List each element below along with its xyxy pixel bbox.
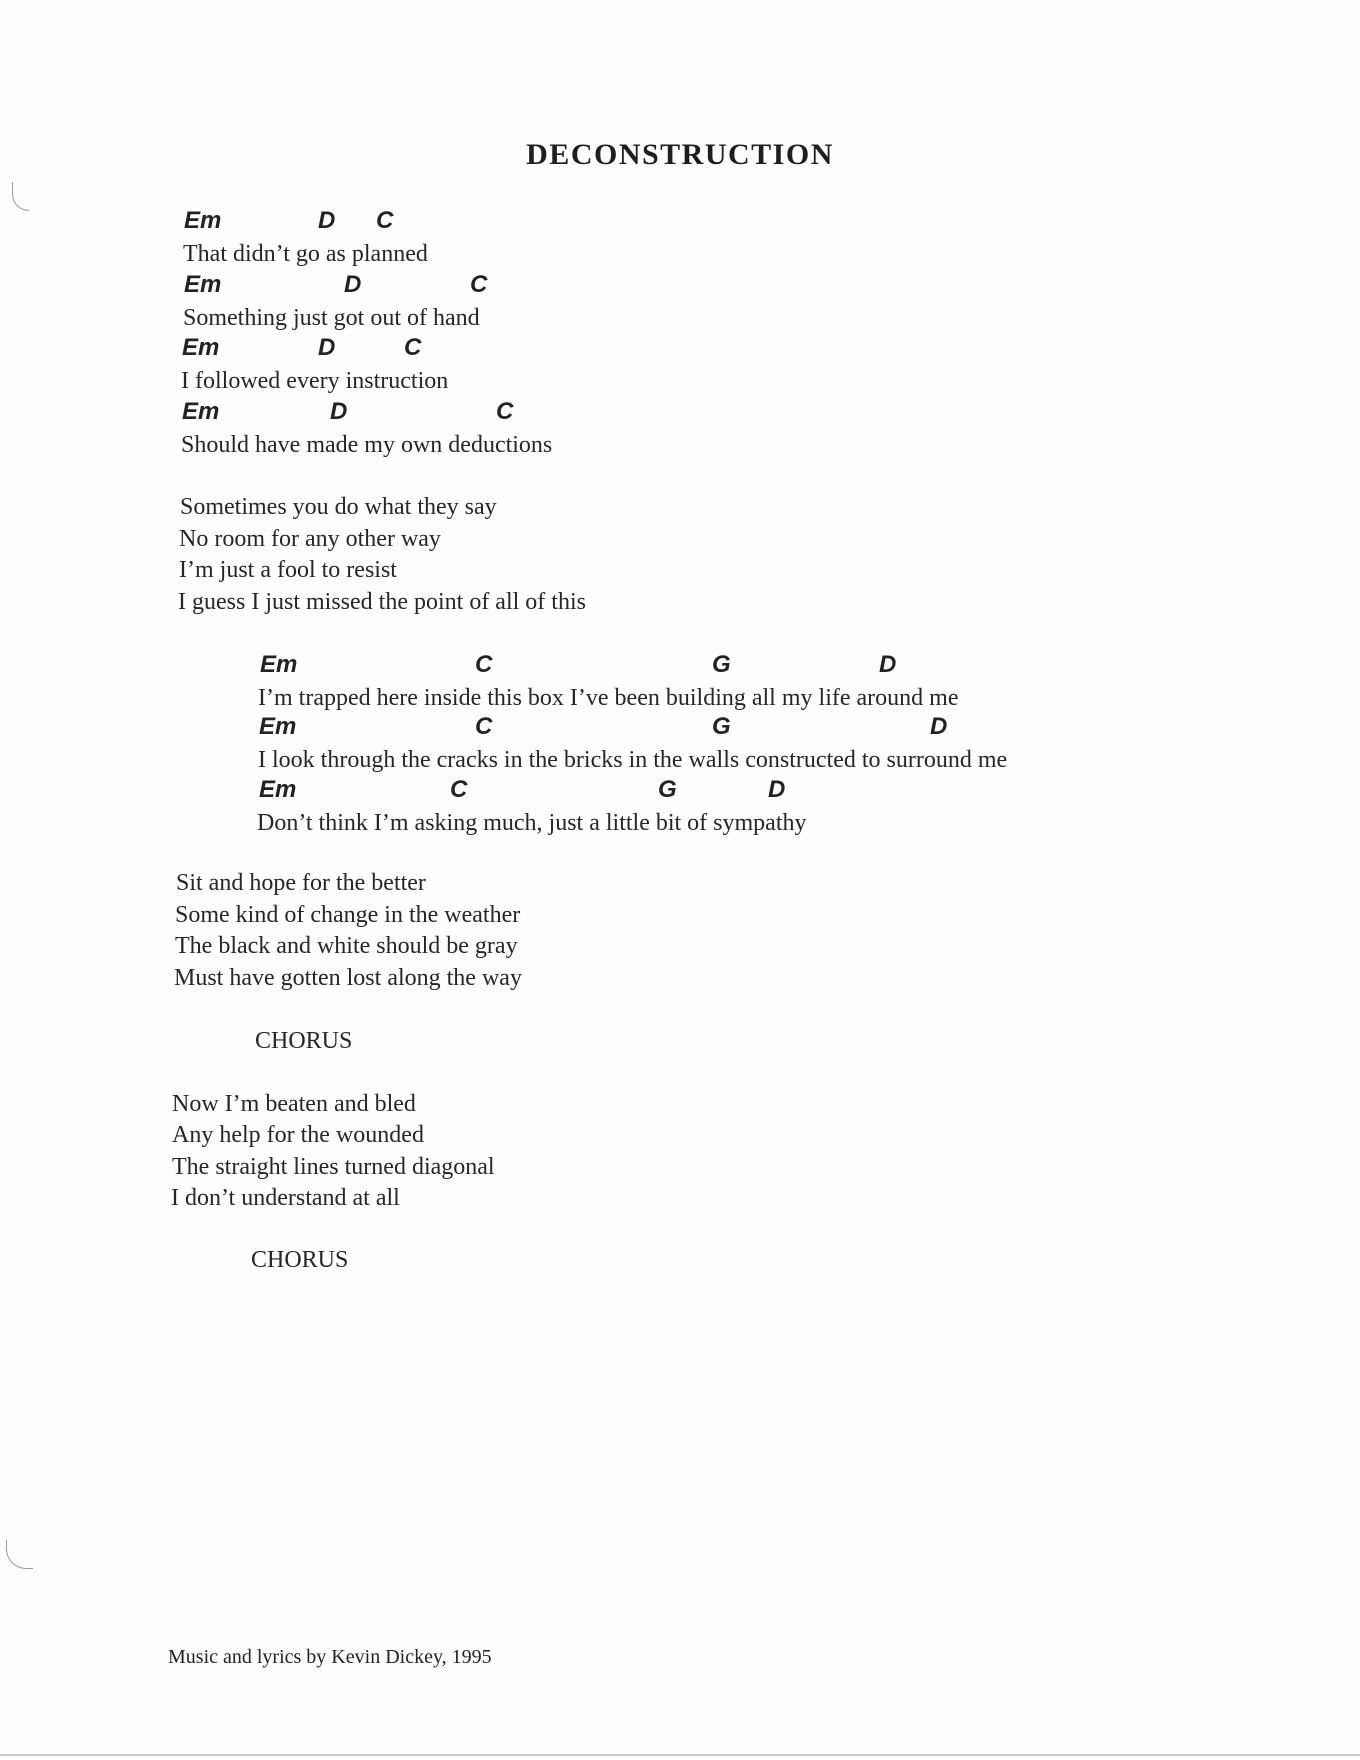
lyric-line: Any help for the wounded (172, 1122, 424, 1148)
chord-row (0, 206, 1360, 236)
chord: C (475, 651, 493, 678)
chord-row (0, 775, 1360, 805)
lyric-line: Something just got out of hand (183, 305, 480, 331)
chord-row (0, 397, 1360, 427)
chord: D (318, 334, 336, 361)
lyric-line: I’m trapped here inside this box I’ve been building all my life around me (258, 685, 959, 711)
chord: C (450, 776, 468, 803)
chord: Em (184, 207, 222, 234)
chord: G (712, 713, 731, 740)
lyric-line: Some kind of change in the weather (175, 902, 521, 928)
chord: Em (182, 334, 220, 361)
lyric-line: Now I’m beaten and bled (172, 1091, 416, 1117)
lyric-line: Sit and hope for the better (176, 870, 426, 896)
chord-row (0, 270, 1360, 300)
chord: Em (184, 271, 222, 298)
chord-row (0, 712, 1360, 742)
chord: D (344, 271, 362, 298)
chord: Em (259, 713, 297, 740)
lyric-line: Should have made my own deductions (181, 432, 553, 458)
chord: Em (182, 398, 220, 425)
lyric-line: I followed every instruction (181, 368, 449, 394)
lyric-line: Don’t think I’m asking much, just a little bit of sympathy (257, 810, 807, 836)
lyric-line: The black and white should be gray (175, 933, 518, 959)
chord: C (475, 713, 493, 740)
chord: D (330, 398, 348, 425)
chorus-label: CHORUS (255, 1028, 353, 1054)
song-title: DECONSTRUCTION (526, 138, 834, 171)
chord: C (496, 398, 514, 425)
lyric-line: Must have gotten lost along the way (174, 965, 522, 991)
chord: C (376, 207, 394, 234)
lyric-line: That didn’t go as planned (183, 241, 428, 267)
chord: D (768, 776, 786, 803)
chord: Em (259, 776, 297, 803)
chord-row (0, 650, 1360, 680)
chord: D (879, 651, 897, 678)
chord-row (0, 333, 1360, 363)
chord: G (658, 776, 677, 803)
chord: D (930, 713, 948, 740)
chord: C (470, 271, 488, 298)
lyric-line: No room for any other way (179, 526, 441, 552)
chorus-label: CHORUS (251, 1247, 349, 1273)
scan-edge-mark (6, 1540, 33, 1569)
chord: C (404, 334, 422, 361)
lyric-line: I’m just a fool to resist (179, 557, 397, 583)
lyric-line: The straight lines turned diagonal (172, 1154, 495, 1180)
lyric-line: I look through the cracks in the bricks in the walls constructed to surround me (258, 747, 1008, 773)
lyric-line: I don’t understand at all (171, 1185, 400, 1211)
chord: D (318, 207, 336, 234)
page-edge-line (0, 1754, 1360, 1756)
lyric-line: Sometimes you do what they say (180, 494, 497, 520)
chord: Em (260, 651, 298, 678)
lyric-line: I guess I just missed the point of all of this (178, 589, 586, 615)
chord: G (712, 651, 731, 678)
credit-line: Music and lyrics by Kevin Dickey, 1995 (168, 1646, 492, 1668)
